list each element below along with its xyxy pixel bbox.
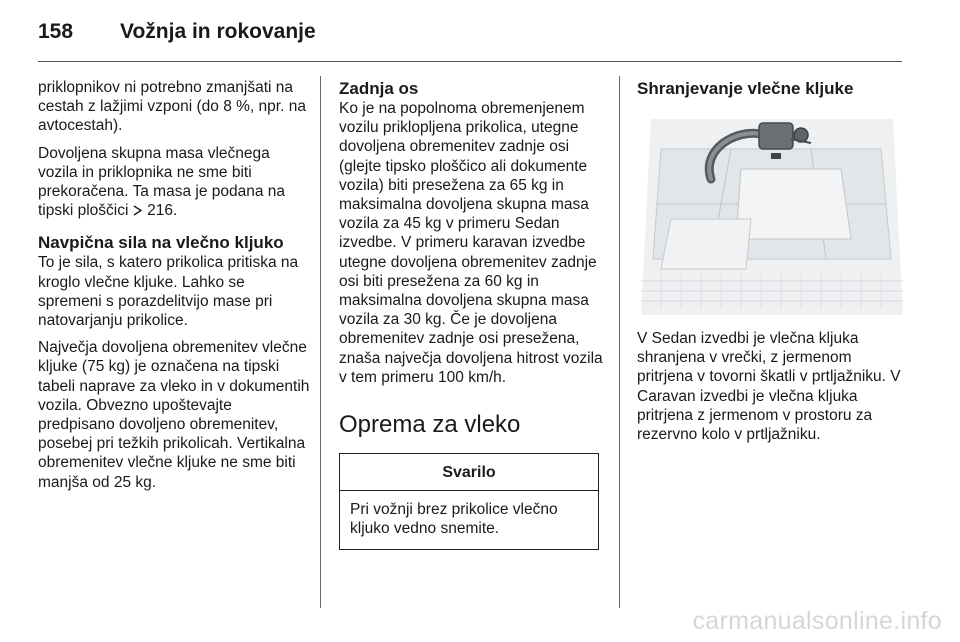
paragraph: Ko je na popolnoma obremenjenem vozilu priklopljena prikolica, utegne dovoljena obremenitev zadnje osi (glejte tipsko ploščico ali dokumente vozila) biti presežena za 65 kg in maksimalna dovoljena skupna masa vozila za 45 kg v primeru Sedan izvedbe. V primeru karavan izvedbe utegne dovoljena obremenitev zadnje osi biti presežena za 60 kg in maksimalna dovoljena skupna masa vozila za 30 kg. Če je dovoljena obremenitev zadnje osi presežena, znaša največja dovoljena hitrost vozila v tem primeru 100 km/h. <box>339 100 603 386</box>
paragraph: Dovoljena skupna masa vlečnega vozila in priklopnika ne sme biti prekoračena. Ta masa je podana na tipski ploščici 216. <box>38 144 286 220</box>
section-heading: Zadnja os <box>339 79 419 98</box>
paragraph: V Sedan izvedbi je vlečna kljuka shranjena v vrečki, z jermenom pritrjena v tovorni škatli v prtljažniku. V Caravan izvedbi je vlečna kljuka pritrjena z jermenom v prostoru za rezervno kolo v prtljažniku. <box>637 330 901 444</box>
paragraph: To je sila, s katero prikolica pritiska na kroglo vlečne kljuke. Lahko se spremeni s porazdelitvijo mase pri natovarjanju prikolice. <box>38 254 299 330</box>
column-divider <box>619 76 620 608</box>
tow-hook-storage-illustration <box>641 109 903 315</box>
paragraph: Največja dovoljena obremenitev vlečne kljuke (75 kg) je označena na tipski tabeli naprave za vleko in v dokumentih vozila. Obvezno upoštevajte predpisano dovoljeno obremenitev, posebej pri težkih prikolicah. Vertikalna obremenitev vlečne kljuke ne sme biti manjša od 25 kg. <box>38 339 310 491</box>
paragraph: priklopnikov ni potrebno zmanjšati na cestah z lažjimi vzponi (do 8 %, npr. na avtocestah). <box>38 79 306 135</box>
column-middle <box>339 78 605 550</box>
page-reference[interactable]: 216. <box>147 202 178 220</box>
arrow-right-icon[interactable] <box>133 205 143 216</box>
page-number: 158 <box>38 20 74 43</box>
header-divider <box>38 61 902 62</box>
watermark: carmanualsonline.info <box>692 607 942 635</box>
chapter-heading: Oprema za vleko <box>339 411 521 439</box>
warning-text: Pri vožnji brez prikolice vlečno kljuko vedno snemite. <box>350 501 558 538</box>
column-divider <box>320 76 321 608</box>
section-heading: Navpična sila na vlečno kljuko <box>38 233 284 253</box>
column-left <box>38 78 310 500</box>
page-header <box>38 20 316 50</box>
section-heading: Shranjevanje vlečne kljuke <box>637 79 854 98</box>
page-title: Vožnja in rokovanje <box>120 20 316 43</box>
column-right <box>637 78 905 452</box>
warning-title: Svarilo <box>340 454 598 491</box>
warning-box <box>339 453 599 550</box>
